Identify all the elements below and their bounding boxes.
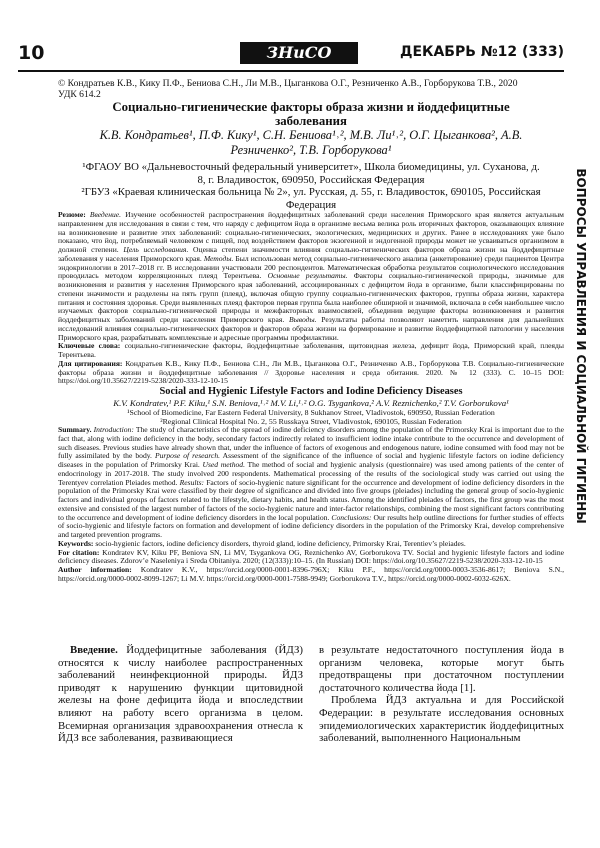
side-section-banner	[568, 88, 594, 603]
abstract-conclusions-en: Our results help outline directions for further studies of effects of socio-hygienic and lifestyle factors on formation and development of iodine deficiency disorders in the population of the Primorsky Krai, develop comprehensive and targeted prevention programs.	[58, 512, 565, 539]
affiliation-ru-2: ²ГБУЗ «Краевая клиническая больница № 2», ул. Русская, д. 55, г. Владивосток, 690105, Российская Федерация	[81, 186, 541, 211]
abstract-intro-label-en: Introduction:	[93, 425, 134, 434]
keywords-label-en: Keywords:	[58, 538, 94, 548]
udk-code: УДК 614.2	[58, 89, 101, 100]
copyright-line: © Кондратьев К.В., Кику П.Ф., Бениова С.Н., Ли М.В., Цыганкова О.Г., Резниченко А.В., Горборукова Т.В., 2020	[58, 78, 518, 89]
citation-text-ru: Кондратьев К.В., Кику П.Ф., Бениова С.Н., Ли М.В., Цыганкова О.Г., Резниченко А.В., Горборукова Т.В. Социально-гигиенические факторы образа жизни и йоддефицитные заболевания // Здоровье населения и среда обитания. 2020. № 12 (333). С. 10–15 DOI: https://doi.org/10.35627/2219-5238/2020-333-12-10-15	[58, 358, 564, 386]
citation-text-en: Kondratev KV, Kiku PF, Beniova SN, Li MV, Tsygankova OG, Reznichenko AV, Gorborukova TV. Social and hygienic lifestyle factors and iodine deficiency diseases. Zdorov’e Naseleniya i Sreda Obitaniya. 2020; (12(333)):10–15. (In Russian) DOI: https://doi.org/10.35627/2219-5238/2020-333-12-10-15	[58, 547, 564, 566]
abstract-en	[58, 426, 564, 584]
header-rule	[18, 70, 564, 72]
authors-en: K.V. Kondratev,¹ P.F. Kiku,¹ S.N. Beniova,¹˒² M.V. Li,¹˒² O.G. Tsygankova,² A.V. Reznichenko,² T.V. Gorborukova¹	[113, 398, 509, 408]
intro-heading: Введение.	[70, 644, 118, 656]
side-section-label: ВОПРОСЫ УПРАВЛЕНИЯ И СОЦИАЛЬНОЙ ГИГИЕНЫ	[574, 167, 588, 524]
body-column-right	[319, 644, 564, 844]
journal-logo: ЗНиСО	[240, 42, 358, 64]
keywords-ru: социально-гигиенические факторы, йоддефицитные заболевания, щитовидная железа, дефицит йода, Приморский край, плеяды Терентьева.	[58, 341, 564, 359]
author-info: Kondratev K.V., https://orcid.org/0000-0001-8396-796X; Kiku P.F., https://orcid.org/0000-0003-3536-8617; Beniova S.N., https://orcid.org/0000-0002-8099-1267; Li M.V. https://orcid.org/0000-0001-7588-9949; Gorborukova T.V., https://orcid.org/0000-0002-6032-626X.	[58, 565, 564, 583]
citation-label-ru: Для цитирования:	[58, 358, 123, 368]
author-info-label: Author information:	[58, 565, 132, 574]
keywords-label-ru: Ключевые слова:	[58, 341, 121, 351]
body-paragraph-1: в результате недостаточного поступления йода в организм человека, которые могут быть предотвращены при достаточном поступлении достаточного количества йода [1].	[319, 644, 564, 694]
affiliations-en	[58, 408, 564, 426]
abstract-methods: Был использован метод социально-гигиенического анализа (анкетирование) среди пациентов Центра эндокринологии в 2017–2018 гг. В исследовании участвовали 200 респондентов. Математическая обработка результатов социологического исследования проводилась методом корреляционных плеяд Терентьева.	[58, 253, 564, 281]
abstract-conclusions-label-en: Conclusions:	[331, 512, 372, 522]
affiliation-ru-1: ¹ФГАОУ ВО «Дальневосточный федеральный университет», Школа биомедицины, ул. Суханова, д. 8, г. Владивосток, 690950, Российская Федерация	[82, 161, 540, 186]
abstract-methods-label: Методы.	[203, 253, 234, 263]
abstract-results-label-en: Results:	[179, 477, 205, 487]
abstract-conclusions-label: Выводы.	[288, 315, 317, 324]
affiliation-en-2: ²Regional Clinical Hospital No. 2, 55 Russkaya Street, Vladivostok, 690105, Russian Federation	[160, 417, 462, 426]
citation-label-en: For citation:	[58, 547, 100, 557]
intro-text: Йоддефицитные заболевания (ЙДЗ) относятся к числу наиболее распространенных заболеваний неинфекционной природы. ЙДЗ приводят к нарушению функции щитовидной железы на фоне дефицита йода и впоследствии влияют на работу всего организма в целом. Всемирная организация здравоохранения отнесла к ЙДЗ все заболевания, развивающиеся	[58, 644, 303, 745]
abstract-intro-label: Введение.	[89, 210, 122, 219]
abstract-methods-en: The method of social and hygienic analysis (questionnaire) was used among patients of the center of endocrinology in 2017-2018. The study involved 200 respondents. Mathematical processing of the results of the sociological study was carried out using the Terentyev correlation Pleiades method.	[58, 460, 564, 487]
article-title-en: Social and Hygienic Lifestyle Factors and Iodine Deficiency Diseases	[159, 386, 463, 397]
abstract-conclusions: Результаты работы позволяют наметить направления для дальнейших исследований влияния социально-гигиенических факторов и факторов образа жизни на формирование и развитие йоддефицитной патологии у населения Приморского края, разрабатывать комплексные и адресные программы профилактики.	[58, 315, 564, 342]
keywords-en: socio-hygienic factors, iodine deficiency disorders, thyroid gland, iodine deficiency, Primorsky Krai, Terentiev’s pleiades.	[95, 538, 466, 548]
abstract-methods-label-en: Used method.	[202, 460, 245, 469]
abstract-aim-label: Цель исследования.	[123, 245, 189, 254]
page-number: 10	[18, 42, 45, 64]
abstract-intro: Изучение особенностей распространения йоддефицитных заболеваний среди населения Приморского края является актуальным направлением для исследования в связи с тем, что наряду с дефицитом йода в организме весьма велика роль вторичных факторов, оказывающих влияние на возникновение и развитие этих заболеваний: социально-гигиенических, экологических, медицинских и других. Ранее в исследованиях уже было показано, что йод, потребляемый человеком с пищей, под воздействием факторов экзогенной и эндогенной природы может не усваиваться организмом в должной степени.	[58, 210, 564, 254]
affiliations-ru	[58, 161, 564, 211]
article-body	[58, 644, 564, 844]
abstract-results-en: Factors of socio-hygienic nature significant for the occurrence and development of iodine deficiency disorders in the population of the Primorsky Krai were classified by their degree of significance and divided into five groups (pleiades) including the general group of socio-hygienic factors and individual groups of factors related to the lifestyle, dietary habits, and health status. Among the identified pleiades of factors, the first group was the most extensive and consisted of the largest number of factors of the socio-hygienic nature and inter-factor relationships, combining the most significant factors contributing to the occurrence and development of iodine deficiency disorders in the local population.	[58, 477, 564, 522]
article-front-matter	[58, 78, 564, 584]
intro-paragraph	[58, 644, 303, 745]
abstract-aim-en: Assessment of the significance of the influence of social and hygienic lifestyle factors on iodine deficiency diseases in the population of Primorsky Krai.	[58, 451, 564, 469]
abstract-results-label: Основные результаты.	[267, 271, 348, 281]
affiliation-en-1: ¹School of Biomedicine, Far Eastern Federal University, 8 Sukhanov Street, Vladivostok, 690950, Russian Federation	[127, 408, 495, 417]
authors-ru: К.В. Кондратьев¹, П.Ф. Кику¹, С.Н. Бениова¹˒², М.В. Ли¹˒², О.Г. Цыганкова², А.В. Резниченко², Т.В. Горборукова¹	[99, 128, 523, 157]
abstract-aim: Оценка степени значимости влияния социально-гигиенических факторов образа жизни на йоддефицитные заболевания у населения Приморского края.	[58, 245, 564, 263]
abstract-label-en: Summary.	[58, 425, 92, 434]
abstract-intro-en: The study of characteristics of the spread of iodine deficiency disorders among the population of the Primorsky Krai is important due to the fact that, along with iodine deficiency in the body, secondary factors indirectly related to insufficient iodine intake contribute to the occurrence and development of such diseases. Previous studies have already shown that, under the influence of factors of exogenous and endogenous nature, iodine consumed with food may not be fully assimilated by the body.	[58, 425, 564, 461]
issue-label: ДЕКАБРЬ №12 (333)	[399, 44, 564, 60]
article-title-ru: Социально-гигиенические факторы образа жизни и йоддефицитные заболевания	[112, 100, 510, 128]
running-header	[18, 42, 564, 66]
citation-ru	[58, 360, 564, 386]
abstract-ru	[58, 211, 564, 360]
body-column-left	[58, 644, 303, 844]
abstract-label-ru: Резюме:	[58, 210, 86, 219]
body-paragraph-2: Проблема ЙДЗ актуальна и для Российской Федерации: в результате исследования основных эпидемиологических характеристик йоддефицитных заболеваний, выполненного Национальным	[319, 694, 564, 745]
abstract-results: Факторы социально-гигиенической природы, значимые для возникновения и развития у населения Приморского края заболеваний, ассоциированных с дефицитом йода в организме, были классифицированы по степени значимости и разделены на пять групп (плеяд), включая общую группу социально-гигиенических факторов, группы образа жизни, характера питания и состояния здоровья. Среди выявленных плеяд факторов первая группа была наиболее обширной и значимой, включала в себя наибольшее число изучаемых факторов социально-гигиенической природы и межфакторных взаимосвязей, объединив ведущие факторы возникновения и развития йоддефицитных заболеваний среди населения Приморского края.	[58, 271, 564, 324]
abstract-aim-label-en: Purpose of research.	[154, 451, 221, 461]
